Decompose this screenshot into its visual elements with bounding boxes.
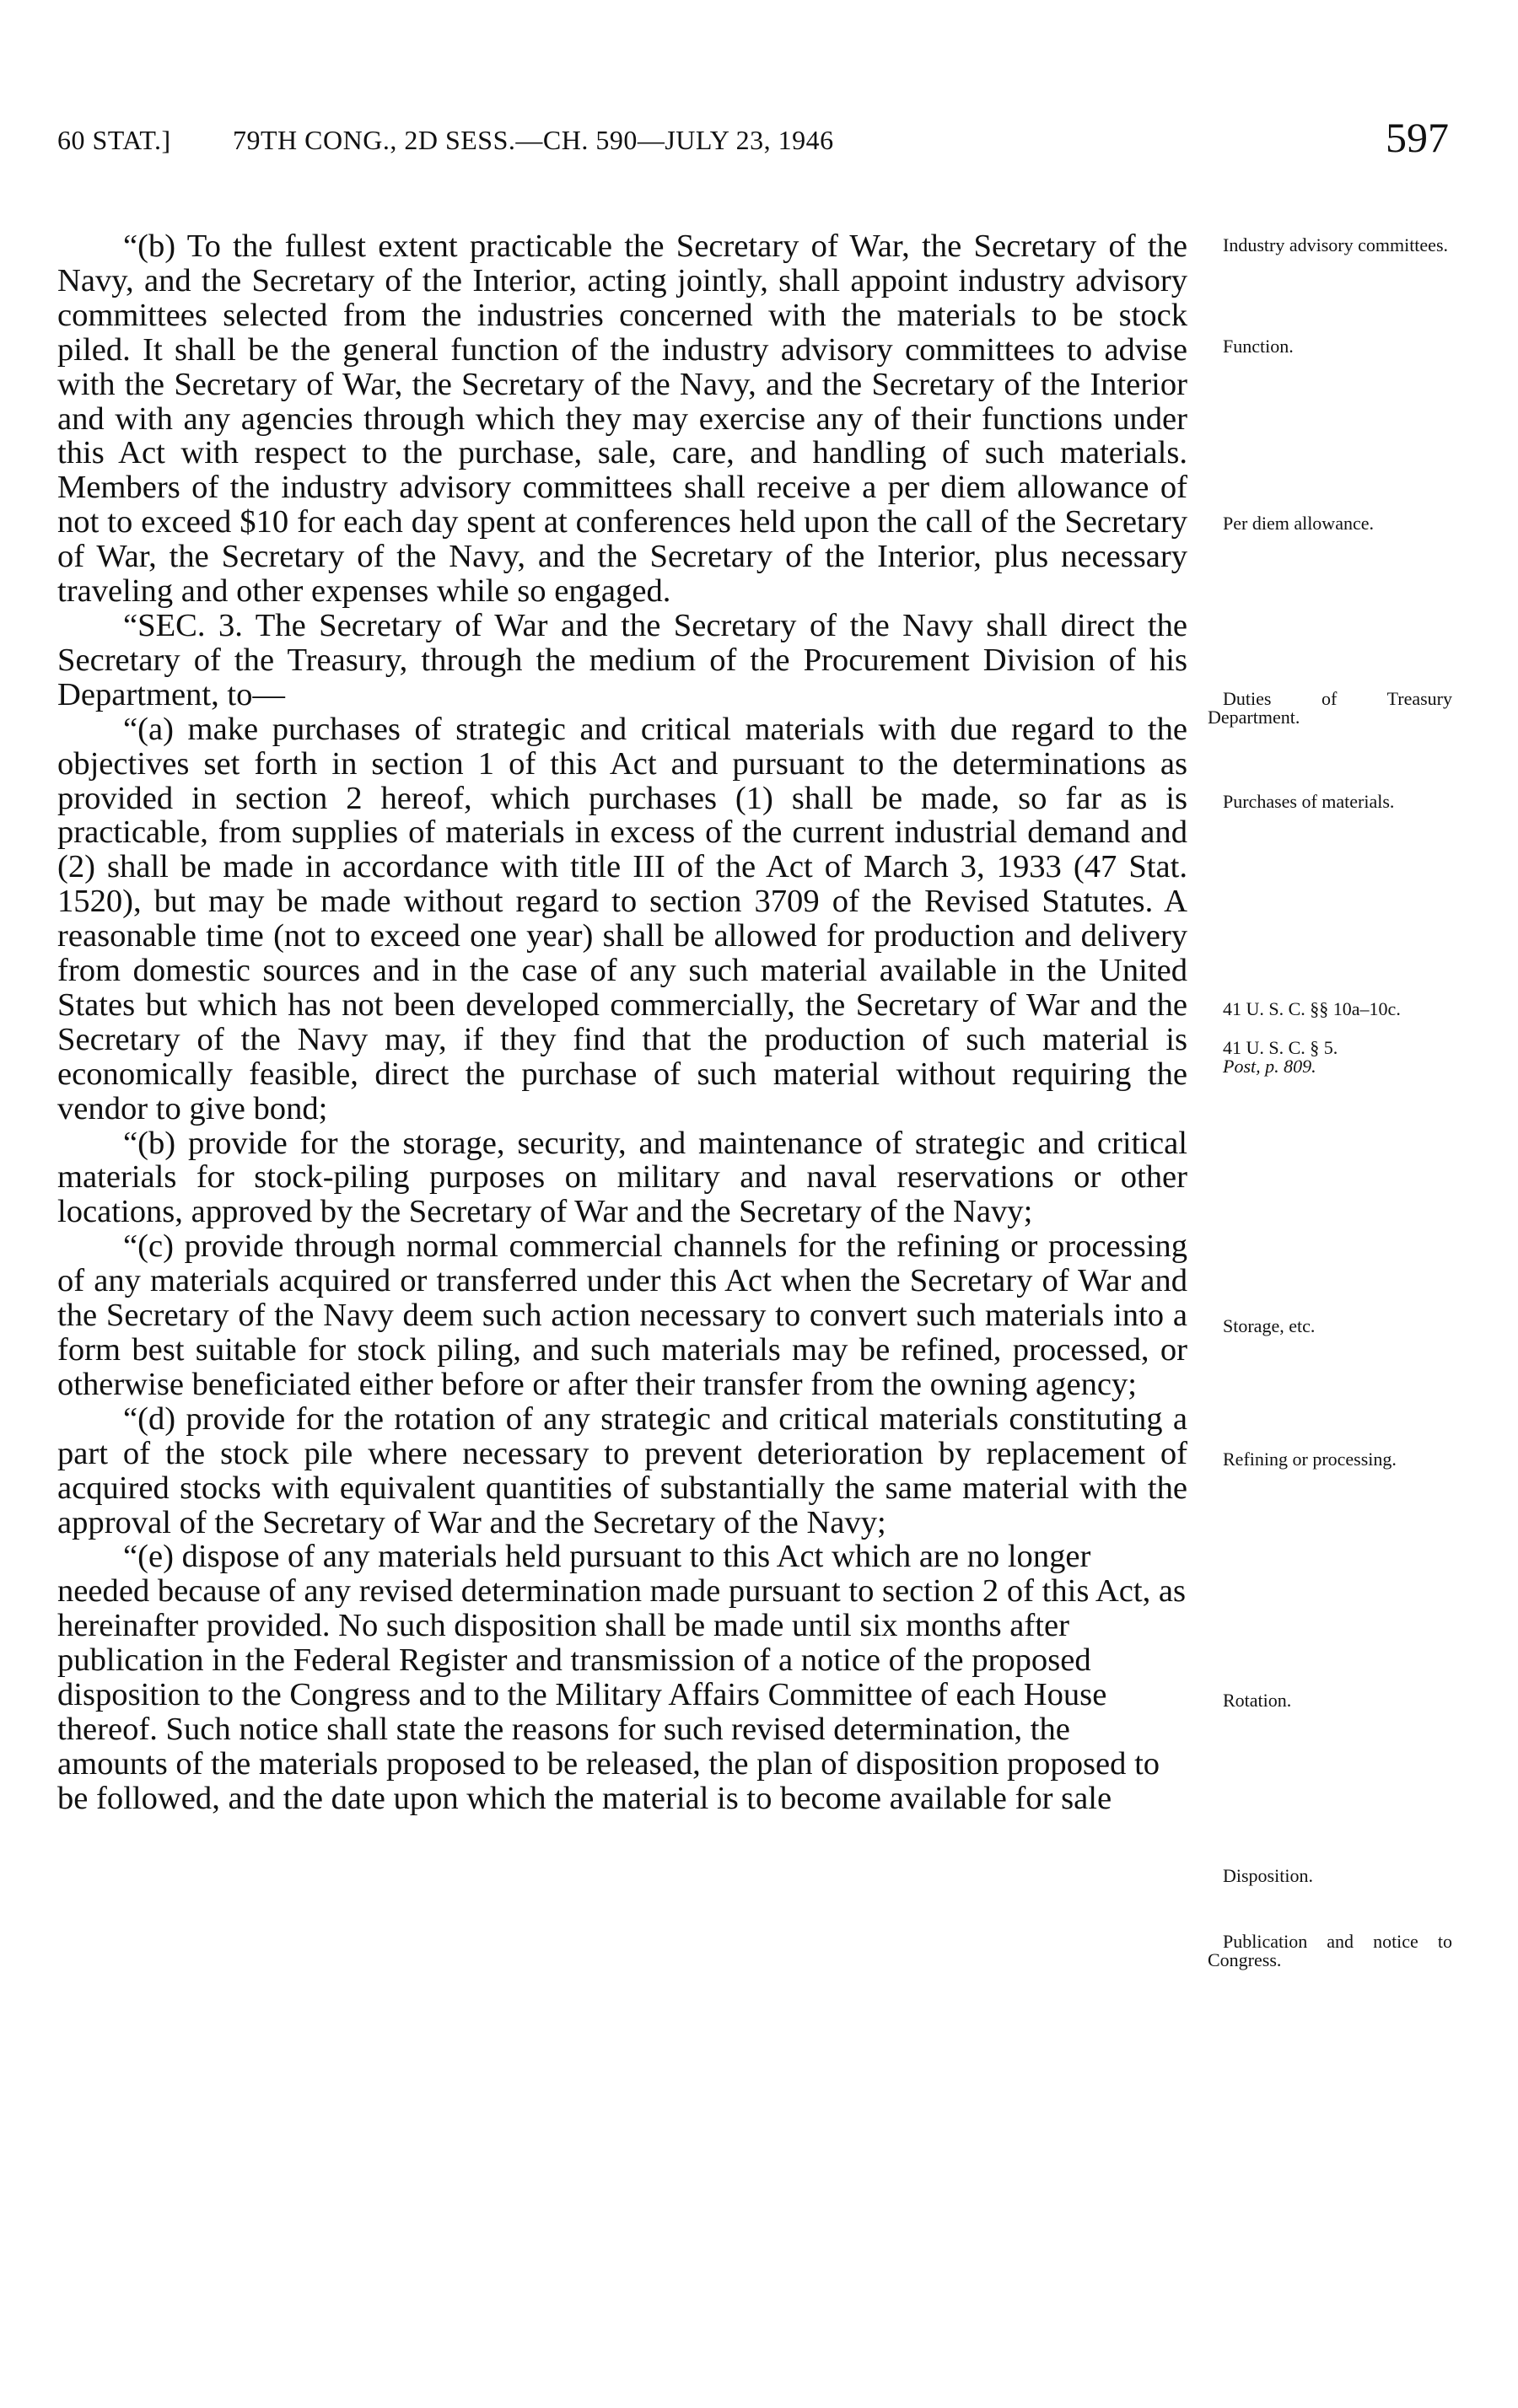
- margin-note-per-diem: Per diem allowance.: [1223, 513, 1374, 534]
- margin-note-disposition: Disposition.: [1223, 1865, 1313, 1886]
- paragraph-industry-advisory: “(b) To the fullest extent practicable the Secretary of War, the Secretary of the Navy, and the Secretary of the Interior, acting jointly, shall appoint industry advisory committees selected from the industries concerned with the materials to be stock piled. It shall be the general function of the industry advisory committees to advise with the Secretary of War, the Secretary of the Navy, and the Secretary of the Interior and with any agencies through which they may exercise any of their functions under this Act with respect to the purchase, sale, care, and handling of such materials. Members of the industry advisory committees shall receive a per diem allowance of not to exceed $10 for each day spent at conferences held upon the call of the Secretary of War, the Secretary of the Navy, and the Secretary of the Interior, plus necessary traveling and other expenses while so engaged.: [57, 228, 1187, 610]
- margin-note-usc-5: 41 U. S. C. § 5.: [1223, 1037, 1338, 1058]
- margin-note-function: Function.: [1223, 336, 1294, 357]
- paragraph-e-disposition: “(e) dispose of any materials held pursuant to this Act which are no longer needed because of any revised determination made pursuant to section 2 of this Act, as hereinafter provided. No such disposition shall be made until six months after publication in the Federal Register and transmission of a notice of the proposed disposition to the Congress and to the Military Affairs Committee of each House thereof. Such notice shall state the reasons for such revised determination, the amounts of the materials proposed to be released, the plan of disposition proposed to be followed, and the date upon which the material is to become available for sale: [57, 1539, 1187, 1816]
- statute-volume: 60 STAT.]: [57, 125, 171, 155]
- paragraph-a-purchases: “(a) make purchases of strategic and critical materials with due regard to the objectives set forth in section 1 of this Act and pursuant to the determinations as provided in section 2 hereof, which purchases (1) shall be made, so far as is practicable, from supplies of materials in excess of the current industrial demand and (2) shall be made in accordance with title III of the Act of March 3, 1933 (47 Stat. 1520), but may be made without regard to section 3709 of the Revised Statutes. A reasonable time (not to exceed one year) shall be allowed for production and delivery from domestic sources and in the case of any such material available in the United States but which has not been developed commercially, the Secretary of War and the Secretary of the Navy may, if they find that the production of such material is economically feasible, direct the purchase of such material without requiring the vendor to give bond;: [57, 711, 1187, 1126]
- margin-note-rotation: Rotation.: [1223, 1690, 1292, 1711]
- margin-note-purchases: Purchases of materials.: [1223, 791, 1395, 812]
- paragraph-d-rotation: “(d) provide for the rotation of any strategic and critical materials constituting a part of the stock pile where necessary to prevent deterioration by replacement of acquired stocks with equivalent quantities of substantially the same material with the approval of the Secretary of War and the Secretary of the Navy;: [57, 1400, 1187, 1540]
- paragraph-sec-3: “SEC. 3. The Secretary of War and the Secretary of the Navy shall direct the Secretary of the Treasury, through the medium of the Procurement Division of his Department, to—: [57, 607, 1187, 712]
- paragraph-c-refining: “(c) provide through normal commercial channels for the refining or processing of any materials acquired or transferred under this Act when the Secretary of War and the Secretary of the Navy deem such action necessary to convert such materials into a form best suitable for stock piling, and such materials may be refined, processed, or otherwise beneficiated either before or after their transfer from the owning agency;: [57, 1228, 1187, 1402]
- margin-note-publication: Publication and notice to Congress.: [1208, 1931, 1452, 1970]
- main-text: [57, 229, 1187, 1816]
- margin-note-storage: Storage, etc.: [1223, 1315, 1316, 1336]
- margin-note-post: Post, p. 809.: [1223, 1056, 1316, 1077]
- margin-note-refining: Refining or processing.: [1223, 1449, 1397, 1470]
- margin-note-treasury-duties: Duties of Treasury Department.: [1208, 688, 1452, 728]
- paragraph-b-storage: “(b) provide for the storage, security, and maintenance of strategic and critical materials for stock-piling purposes on military and naval reservations or other locations, approved by the Secretary of War and the Secretary of the Navy;: [57, 1125, 1187, 1230]
- margin-note-usc-10a: 41 U. S. C. §§ 10a–10c.: [1223, 998, 1401, 1019]
- margin-note-industry-advisory: Industry advisory committees.: [1223, 234, 1449, 255]
- page-number: 597: [1386, 114, 1449, 161]
- page-header: [57, 114, 1449, 169]
- session-chapter-date: 79TH CONG., 2D SESS.—CH. 590—JULY 23, 1946: [233, 125, 834, 155]
